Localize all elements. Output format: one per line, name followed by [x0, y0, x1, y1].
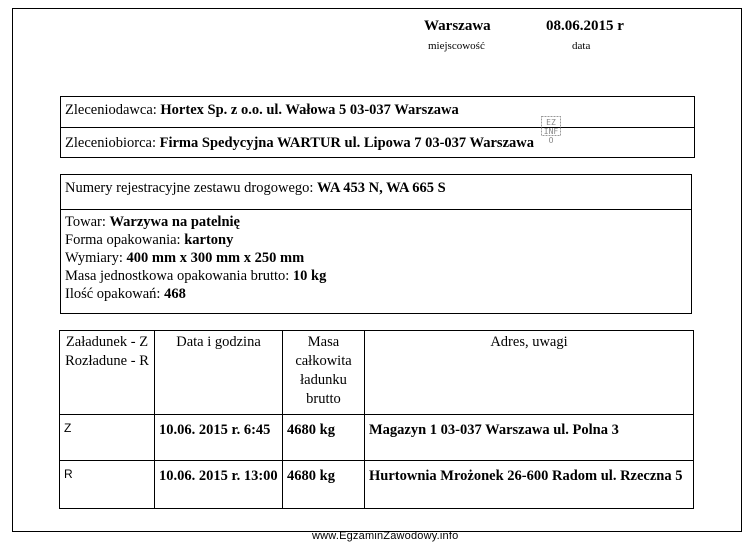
row-code: R	[60, 461, 155, 509]
city-value: Warszawa	[424, 18, 491, 34]
date-value: 08.06.2015 r	[546, 18, 624, 34]
count-value: 468	[164, 286, 186, 302]
unit-mass-value: 10 kg	[292, 268, 327, 284]
stamp-logo-text: EZ INFO	[543, 118, 559, 145]
row-mass: 4680 kg	[283, 415, 365, 461]
header-date-time: Data i godzina	[155, 331, 283, 415]
carrier-party	[61, 135, 694, 152]
table-row	[60, 415, 694, 461]
unit-mass-label: Masa jednostkowa opakowania brutto:	[65, 268, 293, 284]
table-row	[60, 461, 694, 509]
header-loading-unloading: Załadunek - Z Rozładune - R	[60, 331, 155, 415]
goods-row	[61, 213, 691, 231]
city-label: miejscowość	[428, 40, 485, 52]
carrier-party-value: Firma Spedycyjna WARTUR ul. Lipowa 7 03-037 Warszawa	[159, 135, 534, 151]
stamp-logo	[541, 116, 561, 145]
row-mass: 4680 kg	[283, 461, 365, 509]
registration-row	[61, 180, 691, 197]
divider	[61, 127, 694, 128]
watermark: www.EgzaminZawodowy.info	[312, 530, 459, 542]
dimensions-label: Wymiary:	[65, 250, 127, 266]
packaging-row	[61, 231, 691, 249]
table-header-row	[60, 331, 694, 415]
divider	[61, 209, 691, 210]
header-address-notes: Adres, uwagi	[365, 331, 694, 415]
packaging-label: Forma opakowania:	[65, 232, 185, 248]
registration-label: Numery rejestracyjne zestawu drogowego:	[65, 180, 318, 196]
registration-value: WA 453 N, WA 665 S	[317, 180, 446, 196]
ordering-party-value: Hortex Sp. z o.o. ul. Wałowa 5 03-037 Warszawa	[160, 102, 459, 118]
count-label: Ilość opakowań:	[65, 286, 165, 302]
row-code: Z	[60, 415, 155, 461]
parties-box	[60, 96, 695, 158]
carrier-party-label: Zleceniobiorca:	[65, 135, 160, 151]
unit-mass-row	[61, 267, 691, 285]
dimensions-row	[61, 249, 691, 267]
row-address: Magazyn 1 03-037 Warszawa ul. Polna 3	[365, 415, 694, 461]
dimensions-value: 400 mm x 300 mm x 250 mm	[126, 250, 305, 266]
count-row	[61, 285, 691, 303]
loading-table	[59, 330, 694, 509]
ordering-party	[61, 102, 694, 119]
row-address: Hurtownia Mrożonek 26-600 Radom ul. Rzeczna 5	[365, 461, 694, 509]
goods-value: Warzywa na patelnię	[109, 214, 240, 230]
header-gross-mass: Masa całkowita ładunku brutto	[283, 331, 365, 415]
row-datetime: 10.06. 2015 r. 13:00	[155, 461, 283, 509]
cargo-box	[60, 174, 692, 314]
date-label: data	[572, 40, 591, 52]
goods-label: Towar:	[65, 214, 110, 230]
packaging-value: kartony	[184, 232, 234, 248]
ordering-party-label: Zleceniodawca:	[65, 102, 161, 118]
row-datetime: 10.06. 2015 r. 6:45	[155, 415, 283, 461]
